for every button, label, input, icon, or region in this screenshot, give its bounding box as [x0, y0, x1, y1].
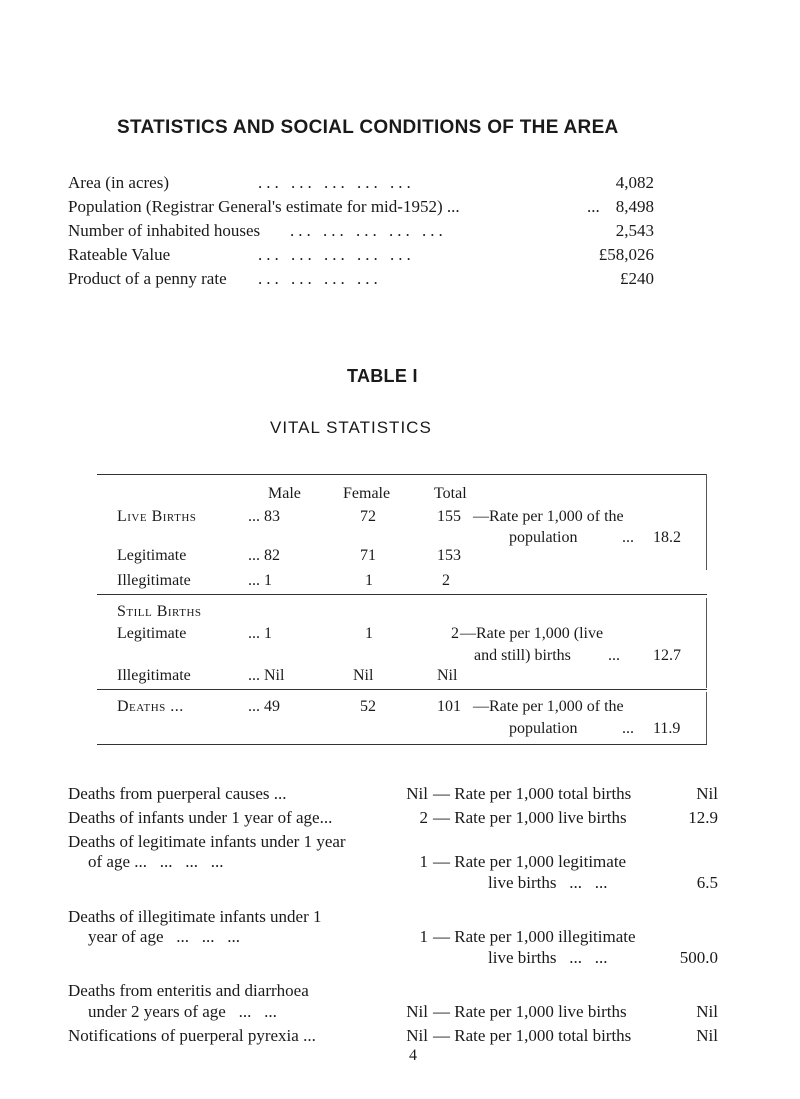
infant-stat-value: Nil — [406, 1002, 428, 1021]
deaths-label: Deaths ... — [117, 698, 184, 715]
still-legitimate-total: 2 — [451, 625, 459, 642]
deaths-rate-value: 11.9 — [653, 720, 681, 737]
infant-stat-rate: — Rate per 1,000 live births — [433, 808, 627, 827]
infant-stat-rate-value: 6.5 — [696, 873, 718, 892]
infant-stat-value: Nil — [406, 784, 428, 803]
live-illegitimate-male: ... 1 — [248, 572, 272, 589]
live-births-rate-value: 18.2 — [653, 529, 681, 546]
penny-rate-label: Product of a penny rate — [68, 269, 227, 288]
live-illegitimate-total: 2 — [442, 572, 450, 589]
infant-stat-rate: — Rate per 1,000 legitimate — [433, 852, 627, 871]
header-female: Female — [343, 485, 391, 502]
table-title: VITAL STATISTICS — [270, 418, 432, 437]
infant-stat-label: Deaths of infants under 1 year of age... — [68, 808, 333, 827]
infant-stat-value: 2 — [419, 808, 428, 827]
deaths-male: ... 49 — [248, 698, 280, 715]
infant-stat-rate-value: Nil — [696, 1026, 718, 1045]
infant-stat-rate-2: live births ... ... — [488, 873, 608, 892]
infant-stat-rate-value: 12.9 — [688, 808, 718, 827]
live-births-rate-leader: ... — [622, 529, 634, 546]
live-births-total: 155 — [437, 508, 461, 525]
houses-leader: ... ... ... ... ... — [290, 221, 447, 240]
still-births-rule — [97, 689, 707, 690]
still-illegitimate-male: ... Nil — [248, 667, 285, 684]
still-births-rate-text: —Rate per 1,000 (live — [460, 625, 604, 642]
area-label: Area (in acres) — [68, 173, 169, 192]
infant-stat-value: 1 — [419, 927, 428, 946]
live-births-rate-text-2: population — [509, 529, 578, 546]
live-births-female: 72 — [360, 508, 376, 525]
area-value: 4,082 — [615, 173, 654, 192]
deaths-rate-text-2: population — [509, 720, 578, 737]
population-leader: ... — [587, 197, 600, 216]
header-total: Total — [434, 485, 467, 502]
table-right-rule — [706, 474, 707, 570]
live-legitimate-male: ... 82 — [248, 547, 280, 564]
live-illegitimate-female: 1 — [365, 572, 373, 589]
infant-stat-label-2: year of age ... ... ... — [88, 927, 241, 946]
still-legitimate-male: ... 1 — [248, 625, 272, 642]
table-top-rule — [97, 474, 707, 475]
deaths-female: 52 — [360, 698, 376, 715]
infant-stat-rate: — Rate per 1,000 live births — [433, 1002, 627, 1021]
infant-stat-rate-2: live births ... ... — [488, 948, 608, 967]
page-number: 4 — [409, 1047, 417, 1064]
live-legitimate-label: Legitimate — [117, 547, 187, 564]
still-births-rate-leader: ... — [608, 647, 620, 664]
still-legitimate-label: Legitimate — [117, 625, 187, 642]
deaths-rate-leader: ... — [622, 720, 634, 737]
live-births-rule — [97, 594, 707, 595]
still-legitimate-female: 1 — [365, 625, 373, 642]
rateable-leader: ... ... ... ... ... — [258, 245, 415, 264]
infant-stat-rate: — Rate per 1,000 illegitimate — [433, 927, 636, 946]
infant-stat-rate: — Rate per 1,000 total births — [433, 784, 632, 803]
infant-stat-label: Deaths of legitimate infants under 1 year — [68, 832, 346, 851]
population-label: Population (Registrar General's estimate for mid-1952) ... — [68, 197, 460, 216]
live-births-rate-text: —Rate per 1,000 of the — [473, 508, 624, 525]
deaths-right-rule — [706, 692, 707, 744]
still-illegitimate-female: Nil — [353, 667, 374, 684]
deaths-rate-text: —Rate per 1,000 of the — [473, 698, 624, 715]
infant-stat-label: Deaths of illegitimate infants under 1 — [68, 907, 322, 926]
live-births-label: Live Births — [117, 508, 197, 525]
infant-stat-value: 1 — [419, 852, 428, 871]
table-number: TABLE I — [347, 366, 418, 386]
still-illegitimate-total: Nil — [437, 667, 458, 684]
infant-stat-label: Deaths from puerperal causes ... — [68, 784, 287, 803]
penny-rate-value: £240 — [620, 269, 654, 288]
still-births-rate-value: 12.7 — [653, 647, 681, 664]
penny-rate-leader: ... ... ... ... — [258, 269, 382, 288]
still-illegitimate-label: Illegitimate — [117, 667, 191, 684]
page-title: STATISTICS AND SOCIAL CONDITIONS OF THE AREA — [117, 117, 619, 138]
live-legitimate-female: 71 — [360, 547, 376, 564]
header-male: Male — [268, 485, 301, 502]
live-legitimate-total: 153 — [437, 547, 461, 564]
infant-stat-value: Nil — [406, 1026, 428, 1045]
area-leader: ... ... ... ... ... — [258, 173, 415, 192]
infant-stat-rate-value: Nil — [696, 784, 718, 803]
live-births-male: ... 83 — [248, 508, 280, 525]
infant-stat-label-2: of age ... ... ... ... — [88, 852, 224, 871]
infant-stat-label: Deaths from enteritis and diarrhoea — [68, 981, 309, 1000]
infant-stat-label: Notifications of puerperal pyrexia ... — [68, 1026, 316, 1045]
still-births-right-rule — [706, 598, 707, 688]
infant-stat-rate-value: Nil — [696, 1002, 718, 1021]
infant-stat-rate: — Rate per 1,000 total births — [433, 1026, 632, 1045]
infant-stat-rate-value: 500.0 — [679, 948, 718, 967]
infant-stat-label-2: under 2 years of age ... ... — [88, 1002, 277, 1021]
rateable-value: £58,026 — [598, 245, 654, 264]
rateable-label: Rateable Value — [68, 245, 171, 264]
houses-value: 2,543 — [615, 221, 654, 240]
still-births-rate-text-2: and still) births — [474, 647, 571, 664]
still-births-label: Still Births — [117, 603, 202, 620]
deaths-total: 101 — [437, 698, 461, 715]
live-illegitimate-label: Illegitimate — [117, 572, 191, 589]
population-value: 8,498 — [615, 197, 654, 216]
houses-label: Number of inhabited houses — [68, 221, 261, 240]
table-bottom-rule — [97, 744, 707, 745]
